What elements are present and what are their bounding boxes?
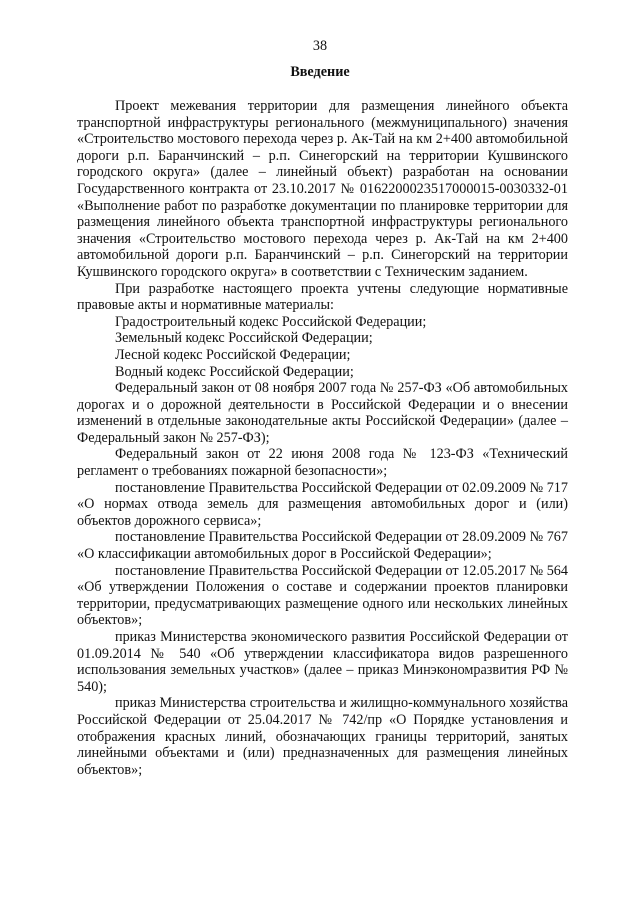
paragraph: приказ Министерства строительства и жилищно-коммунального хозяйства Российской Федерации от 25.04.2017 № 742/пр «О Порядке установления и отображения красных линий, обозначающих границы территорий, занятых линейными объектами и (или) предназначенных для размещения линейных объектов»; (77, 695, 568, 778)
paragraph: При разработке настоящего проекта учтены следующие нормативные правовые акты и нормативные материалы: (77, 280, 568, 314)
paragraph: Федеральный закон от 08 ноября 2007 года № 257-ФЗ «Об автомобильных дорогах и о дорожной деятельности в Российской Федерации и о внесении изменений в отдельные законодательные акты Российской Федерации» (далее – Федеральный закон № 257-ФЗ); (77, 380, 568, 446)
paragraph: Федеральный закон от 22 июня 2008 года № 123-ФЗ «Технический регламент о требованиях пожарной безопасности»; (77, 446, 568, 480)
paragraph: постановление Правительства Российской Федерации от 02.09.2009 № 717 «О нормах отвода земель для размещения автомобильных дорог и (или) объектов дорожного сервиса»; (77, 479, 568, 529)
paragraph: Градостроительный кодекс Российской Федерации; (115, 313, 427, 330)
paragraph: Проект межевания территории для размещения линейного объекта транспортной инфраструктуры регионального (межмуниципального) значения «Строительство мостового перехода через р. Ак-Тай на км 2+400 автомобильной дороги р.п. Баранчинский – р.п. Синегорский на территории Кушвинского городского округа» (далее – линейный объект) разработан на основании Государственного контракта от 23.10.2017 № 0162200023517000015-0030332-01 «Выполнение работ по разработке документации по планировке территории для размещения линейного объекта транспортной инфраструктуры регионального значения «Строительство мостового перехода через р. Ак-Тай на км 2+400 автомобильной дороги р.п. Баранчинский – р.п. Синегорский на территории Кушвинского городского округа» в соответствии с Техническим заданием. (77, 98, 568, 280)
paragraph: Земельный кодекс Российской Федерации; (115, 330, 373, 347)
document-body (77, 98, 568, 778)
section-title: Введение (290, 64, 350, 80)
paragraph: приказ Министерства экономического развития Российской Федерации от 01.09.2014 № 540 «Об утверждении классификатора видов разрешенного использования земельных участков» (далее – приказ Минэкономразвития РФ № 540); (77, 629, 568, 695)
paragraph: Водный кодекс Российской Федерации; (115, 363, 354, 380)
paragraph: Лесной кодекс Российской Федерации; (115, 346, 351, 363)
paragraph: постановление Правительства Российской Федерации от 28.09.2009 № 767 «О классификации автомобильных дорог в Российской Федерации»; (77, 529, 568, 563)
paragraph: постановление Правительства Российской Федерации от 12.05.2017 № 564 «Об утверждении Положения о составе и содержании проектов планировки территории, предусматривающих размещение одного или нескольких линейных объектов»; (77, 562, 568, 629)
page-number: 38 (312, 38, 328, 54)
